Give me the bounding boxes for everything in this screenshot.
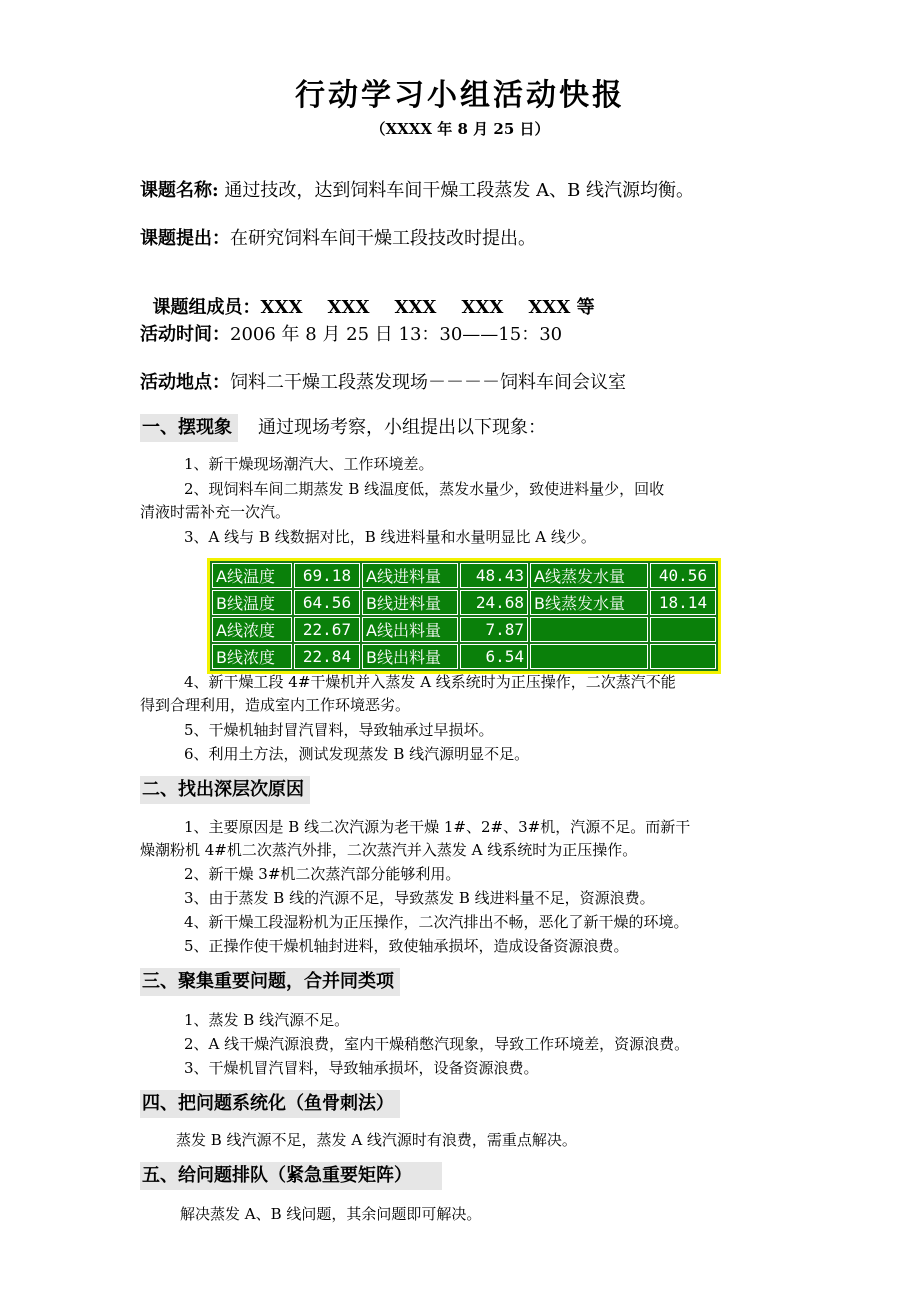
table-cell: 7.87 [460, 617, 528, 642]
table-cell: A线进料量 [362, 563, 458, 588]
item-text: 5、正操作使干燥机轴封进料，致使轴承损坏，造成设备资源浪费。 [184, 937, 629, 955]
section-2-heading [140, 776, 310, 804]
item-text: 2、A 线干燥汽源浪费，室内干燥稍憋汽现象，导致工作环境差，资源浪费。 [184, 1035, 690, 1053]
section-1-item-4 [140, 670, 800, 694]
section-heading: 五、给问题排队（紧急重要矩阵） [140, 1162, 442, 1190]
field-label: 课题提出 [140, 228, 212, 249]
field-value: 2006 年 8 月 25 日 13：30——15：30 [230, 324, 563, 345]
table-cell [530, 617, 648, 642]
section-5-heading [140, 1162, 442, 1190]
item-text: 6、利用土方法，测试发现蒸发 B 线汽源明显不足。 [184, 745, 530, 763]
table-cell: 18.14 [650, 590, 716, 615]
section-2-item-1 [140, 815, 800, 839]
section-heading: 一、摆现象 [140, 414, 238, 442]
field-label: 课题名称 [140, 180, 212, 201]
section-1-item-2-cont [140, 500, 800, 524]
section-2-item-2 [140, 862, 800, 886]
section-4-heading [140, 1090, 400, 1118]
section-3-item-1 [140, 1008, 800, 1032]
table-cell: 48.43 [460, 563, 528, 588]
field-sep: ： [212, 228, 230, 249]
section-1-item-6 [140, 742, 800, 766]
field-label: 活动时间 [140, 324, 212, 345]
item-text: 蒸发 B 线汽源不足，蒸发 A 线汽源时有浪费，需重点解决。 [176, 1131, 577, 1149]
data-table [207, 558, 721, 674]
report-date: （XXXX 年 8 月 25 日） [370, 120, 550, 138]
field-sep: : [212, 180, 219, 201]
field-value: 通过技改，达到饲料车间干燥工段蒸发 A、B 线汽源均衡。 [218, 180, 695, 201]
item-text: 燥潮粉机 4#机二次蒸汽外排，二次蒸汽并入蒸发 A 线系统时为正压操作。 [140, 841, 638, 859]
section-2-item-3 [140, 886, 800, 910]
table-cell: A线出料量 [362, 617, 458, 642]
table-cell: B线温度 [212, 590, 292, 615]
table-cell [530, 644, 648, 669]
item-text: 得到合理利用，造成室内工作环境恶劣。 [140, 696, 411, 714]
table-cell: 6.54 [460, 644, 528, 669]
table-cell [650, 617, 716, 642]
field-value: 饲料二干燥工段蒸发现场－－－－饲料车间会议室 [230, 372, 626, 393]
field-activity-time [140, 320, 562, 346]
field-label: 课题组成员： [152, 297, 261, 318]
table-cell: A线浓度 [212, 617, 292, 642]
section-heading: 三、聚集重要问题，合并同类项 [140, 968, 400, 996]
item-text: 1、蒸发 B 线汽源不足。 [184, 1011, 350, 1029]
item-text: 3、干燥机冒汽冒料，导致轴承损坏，设备资源浪费。 [184, 1059, 539, 1077]
table-cell: 40.56 [650, 563, 716, 588]
table-cell: A线蒸发水量 [530, 563, 648, 588]
item-text: 2、新干燥 3#机二次蒸汽部分能够利用。 [184, 865, 461, 883]
section-1-item-1 [140, 452, 800, 476]
field-sep: ： [212, 372, 230, 393]
table-row [212, 644, 716, 669]
field-label: 活动地点 [140, 372, 212, 393]
table-row [212, 590, 716, 615]
section-heading: 二、找出深层次原因 [140, 776, 310, 804]
table-row [212, 563, 716, 588]
table-cell: 22.84 [294, 644, 360, 669]
table-cell: B线出料量 [362, 644, 458, 669]
table-row [212, 617, 716, 642]
section-2-item-4 [140, 910, 800, 934]
item-text: 清液时需补充一次汽。 [140, 503, 291, 521]
section-heading: 四、把问题系统化（鱼骨刺法） [140, 1090, 400, 1118]
field-topic-proposed [140, 224, 536, 250]
field-value: XXX XXX XXX XXX XXX 等 [260, 297, 595, 318]
item-text: 4、新干燥工段 4#干燥机并入蒸发 A 线系统时为正压操作，二次蒸汽不能 [184, 673, 676, 691]
section-tail: 通过现场考察，小组提出以下现象： [258, 417, 546, 438]
item-text: 1、主要原因是 B 线二次汽源为老干燥 1#、2#、3#机，汽源不足。而新干 [184, 818, 691, 836]
section-2-item-1-cont [140, 838, 800, 862]
item-text: 5、干燥机轴封冒汽冒料，导致轴承过早损坏。 [184, 721, 494, 739]
table-cell: 22.67 [294, 617, 360, 642]
section-1-heading [140, 414, 546, 442]
table-cell: A线温度 [212, 563, 292, 588]
item-text: 3、A 线与 B 线数据对比，B 线进料量和水量明显比 A 线少。 [184, 528, 596, 546]
table-cell: 69.18 [294, 563, 360, 588]
table-cell: B线浓度 [212, 644, 292, 669]
section-5-item-1 [140, 1202, 800, 1226]
section-3-heading [140, 968, 400, 996]
item-text: 4、新干燥工段湿粉机为正压操作，二次汽排出不畅，恶化了新干燥的环境。 [184, 913, 689, 931]
section-4-item-1 [140, 1128, 800, 1152]
field-activity-place [140, 368, 626, 394]
table-cell [650, 644, 716, 669]
section-1-item-2 [140, 477, 800, 501]
section-2-item-5 [140, 934, 800, 958]
field-topic-name [140, 176, 694, 202]
table-cell: B线蒸发水量 [530, 590, 648, 615]
item-text: 3、由于蒸发 B 线的汽源不足，导致蒸发 B 线进料量不足，资源浪费。 [184, 889, 655, 907]
table-cell: 64.56 [294, 590, 360, 615]
section-1-item-3 [140, 525, 800, 549]
section-3-item-3 [140, 1056, 800, 1080]
item-text: 1、新干燥现场潮汽大、工作环境差。 [184, 455, 434, 473]
section-1-item-4-cont [140, 693, 800, 717]
page-title: 行动学习小组活动快报 [295, 78, 625, 113]
section-3-item-2 [140, 1032, 800, 1056]
field-members [140, 272, 595, 319]
field-value: 在研究饲料车间干燥工段技改时提出。 [230, 228, 536, 249]
item-text: 2、现饲料车间二期蒸发 B 线温度低，蒸发水量少，致使进料量少，回收 [184, 480, 665, 498]
table-cell: B线进料量 [362, 590, 458, 615]
field-sep: ： [212, 324, 230, 345]
table-cell: 24.68 [460, 590, 528, 615]
item-text: 解决蒸发 A、B 线问题，其余问题即可解决。 [180, 1205, 482, 1223]
section-1-item-5 [140, 718, 800, 742]
